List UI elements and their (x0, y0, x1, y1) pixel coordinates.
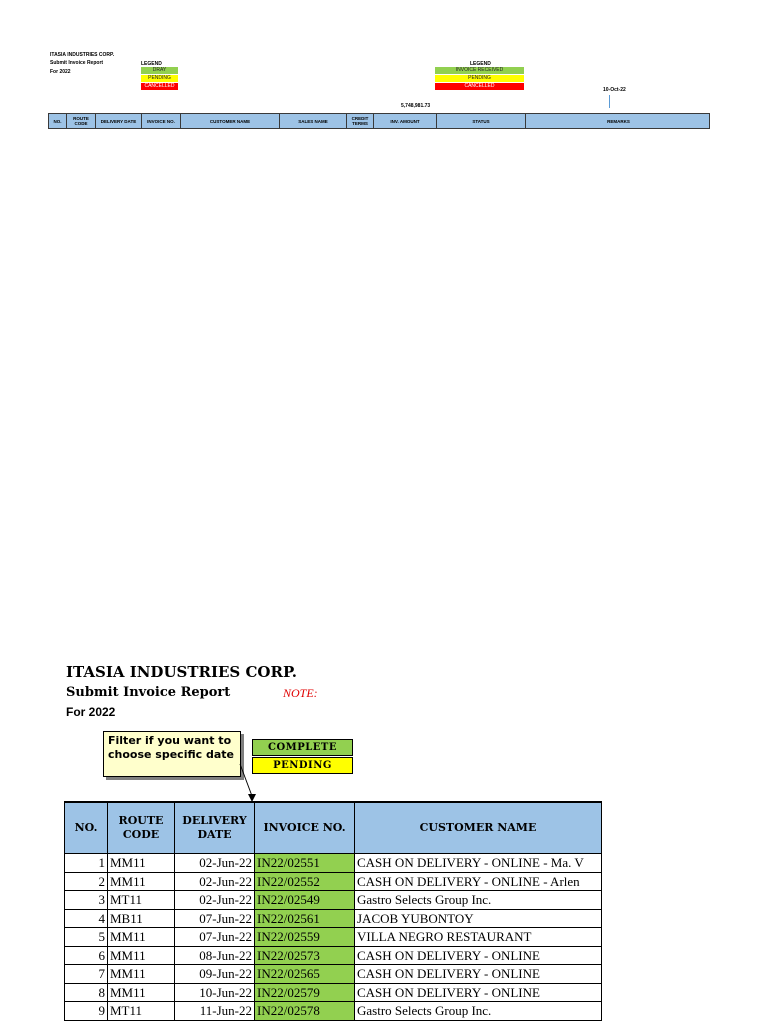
top-col-customer-name[interactable]: CUSTOMER NAME (181, 114, 280, 128)
cell-invoice: IN22/02578 (255, 1002, 355, 1021)
table-row (65, 854, 602, 873)
top-col-credit-terms[interactable]: CREDIT TERMS (347, 114, 374, 128)
cell-invoice: IN22/02549 (255, 891, 355, 910)
cell-invoice: IN22/02561 (255, 909, 355, 928)
cell-customer: Gastro Selects Group Inc. (355, 891, 602, 910)
legend-complete: COMPLETE (252, 739, 353, 756)
cell-date: 07-Jun-22 (175, 909, 255, 928)
top-report-date: 10-Oct-22 (603, 87, 626, 93)
top-col-status[interactable]: STATUS (437, 114, 526, 128)
cell-date: 02-Jun-22 (175, 854, 255, 873)
report-year: For 2022 (66, 705, 116, 719)
cell-date: 08-Jun-22 (175, 946, 255, 965)
cell-no: 9 (65, 1002, 108, 1021)
cell-route: MM11 (108, 928, 175, 947)
cell-route: MM11 (108, 946, 175, 965)
cell-date: 10-Jun-22 (175, 983, 255, 1002)
cell-invoice: IN22/02573 (255, 946, 355, 965)
filter-callout (103, 731, 241, 777)
cell-route: MB11 (108, 909, 175, 928)
table-row (65, 928, 602, 947)
date-filter-line (609, 95, 610, 108)
col-header-route-code[interactable]: ROUTE CODE (108, 802, 175, 854)
top-legend2-cancelled: CANCELLED (435, 83, 524, 90)
top-col-inv-amount[interactable]: INV. AMOUNT (374, 114, 437, 128)
cell-customer: CASH ON DELIVERY - ONLINE - Ma. V (355, 854, 602, 873)
table-row (65, 909, 602, 928)
top-table-header (48, 113, 710, 129)
cell-invoice: IN22/02579 (255, 983, 355, 1002)
cell-customer: CASH ON DELIVERY - ONLINE (355, 983, 602, 1002)
table-row (65, 872, 602, 891)
cell-route: MT11 (108, 891, 175, 910)
top-report-title: Submit Invoice Report (50, 60, 104, 66)
col-header-invoice-no[interactable]: INVOICE NO. (255, 802, 355, 854)
callout-line-2: choose specific date (108, 748, 234, 761)
top-legend2-title: LEGEND (470, 61, 491, 67)
col-header-no[interactable]: NO. (65, 802, 108, 854)
top-legend1-pending: PENDING (141, 75, 178, 82)
table-row (65, 1002, 602, 1021)
col-header-customer-name[interactable]: CUSTOMER NAME (355, 802, 602, 854)
cell-customer: CASH ON DELIVERY - ONLINE (355, 946, 602, 965)
table-row (65, 983, 602, 1002)
table-row (65, 965, 602, 984)
cell-invoice: IN22/02551 (255, 854, 355, 873)
top-legend1-title: LEGEND (141, 61, 162, 67)
top-col-no[interactable]: NO. (49, 114, 67, 128)
cell-route: MT11 (108, 1002, 175, 1021)
note-label: NOTE: (283, 686, 318, 700)
cell-date: 09-Jun-22 (175, 965, 255, 984)
legend-pending: PENDING (252, 757, 353, 774)
cell-customer: JACOB YUBONTOY (355, 909, 602, 928)
top-report-year: For 2022 (50, 69, 71, 75)
top-legend2-invoice-received: INVOICE RECEIVED (435, 67, 524, 74)
cell-route: MM11 (108, 872, 175, 891)
top-company-name: ITASIA INDUSTRIES CORP. (50, 52, 115, 58)
cell-route: MM11 (108, 965, 175, 984)
cell-customer: VILLA NEGRO RESTAURANT (355, 928, 602, 947)
cell-no: 1 (65, 854, 108, 873)
top-col-invoice-no[interactable]: INVOICE NO. (142, 114, 181, 128)
cell-route: MM11 (108, 983, 175, 1002)
callout-line-1: Filter if you want to (108, 734, 232, 747)
cell-date: 02-Jun-22 (175, 891, 255, 910)
cell-no: 7 (65, 965, 108, 984)
cell-invoice: IN22/02552 (255, 872, 355, 891)
cell-no: 6 (65, 946, 108, 965)
company-name: ITASIA INDUSTRIES CORP. (66, 663, 297, 681)
top-col-route-code[interactable]: ROUTE CODE (67, 114, 96, 128)
top-legend2-pending: PENDING (435, 75, 524, 82)
cell-no: 2 (65, 872, 108, 891)
cell-route: MM11 (108, 854, 175, 873)
cell-customer: CASH ON DELIVERY - ONLINE - Arlen (355, 872, 602, 891)
table-row (65, 946, 602, 965)
col-header-delivery-date[interactable]: DELIVERY DATE (175, 802, 255, 854)
cell-date: 11-Jun-22 (175, 1002, 255, 1021)
cell-no: 3 (65, 891, 108, 910)
cell-invoice: IN22/02565 (255, 965, 355, 984)
top-col-delivery-date[interactable]: DELIVERY DATE (96, 114, 142, 128)
top-total-amount: 5,748,981.73 (401, 103, 431, 109)
cell-customer: CASH ON DELIVERY - ONLINE (355, 965, 602, 984)
top-col-remarks[interactable]: REMARKS (607, 118, 630, 124)
table-row (65, 891, 602, 910)
cell-no: 8 (65, 983, 108, 1002)
cell-date: 02-Jun-22 (175, 872, 255, 891)
invoice-table (64, 801, 602, 1021)
report-title: Submit Invoice Report (66, 685, 231, 700)
cell-date: 07-Jun-22 (175, 928, 255, 947)
cell-customer: Gastro Selects Group Inc. (355, 1002, 602, 1021)
cell-invoice: IN22/02559 (255, 928, 355, 947)
cell-no: 4 (65, 909, 108, 928)
top-col-sales-name[interactable]: SALES NAME (280, 114, 347, 128)
top-legend1-cancelled: CANCELLED (141, 83, 178, 90)
top-legend1-dray: DRAY (141, 67, 178, 74)
cell-no: 5 (65, 928, 108, 947)
